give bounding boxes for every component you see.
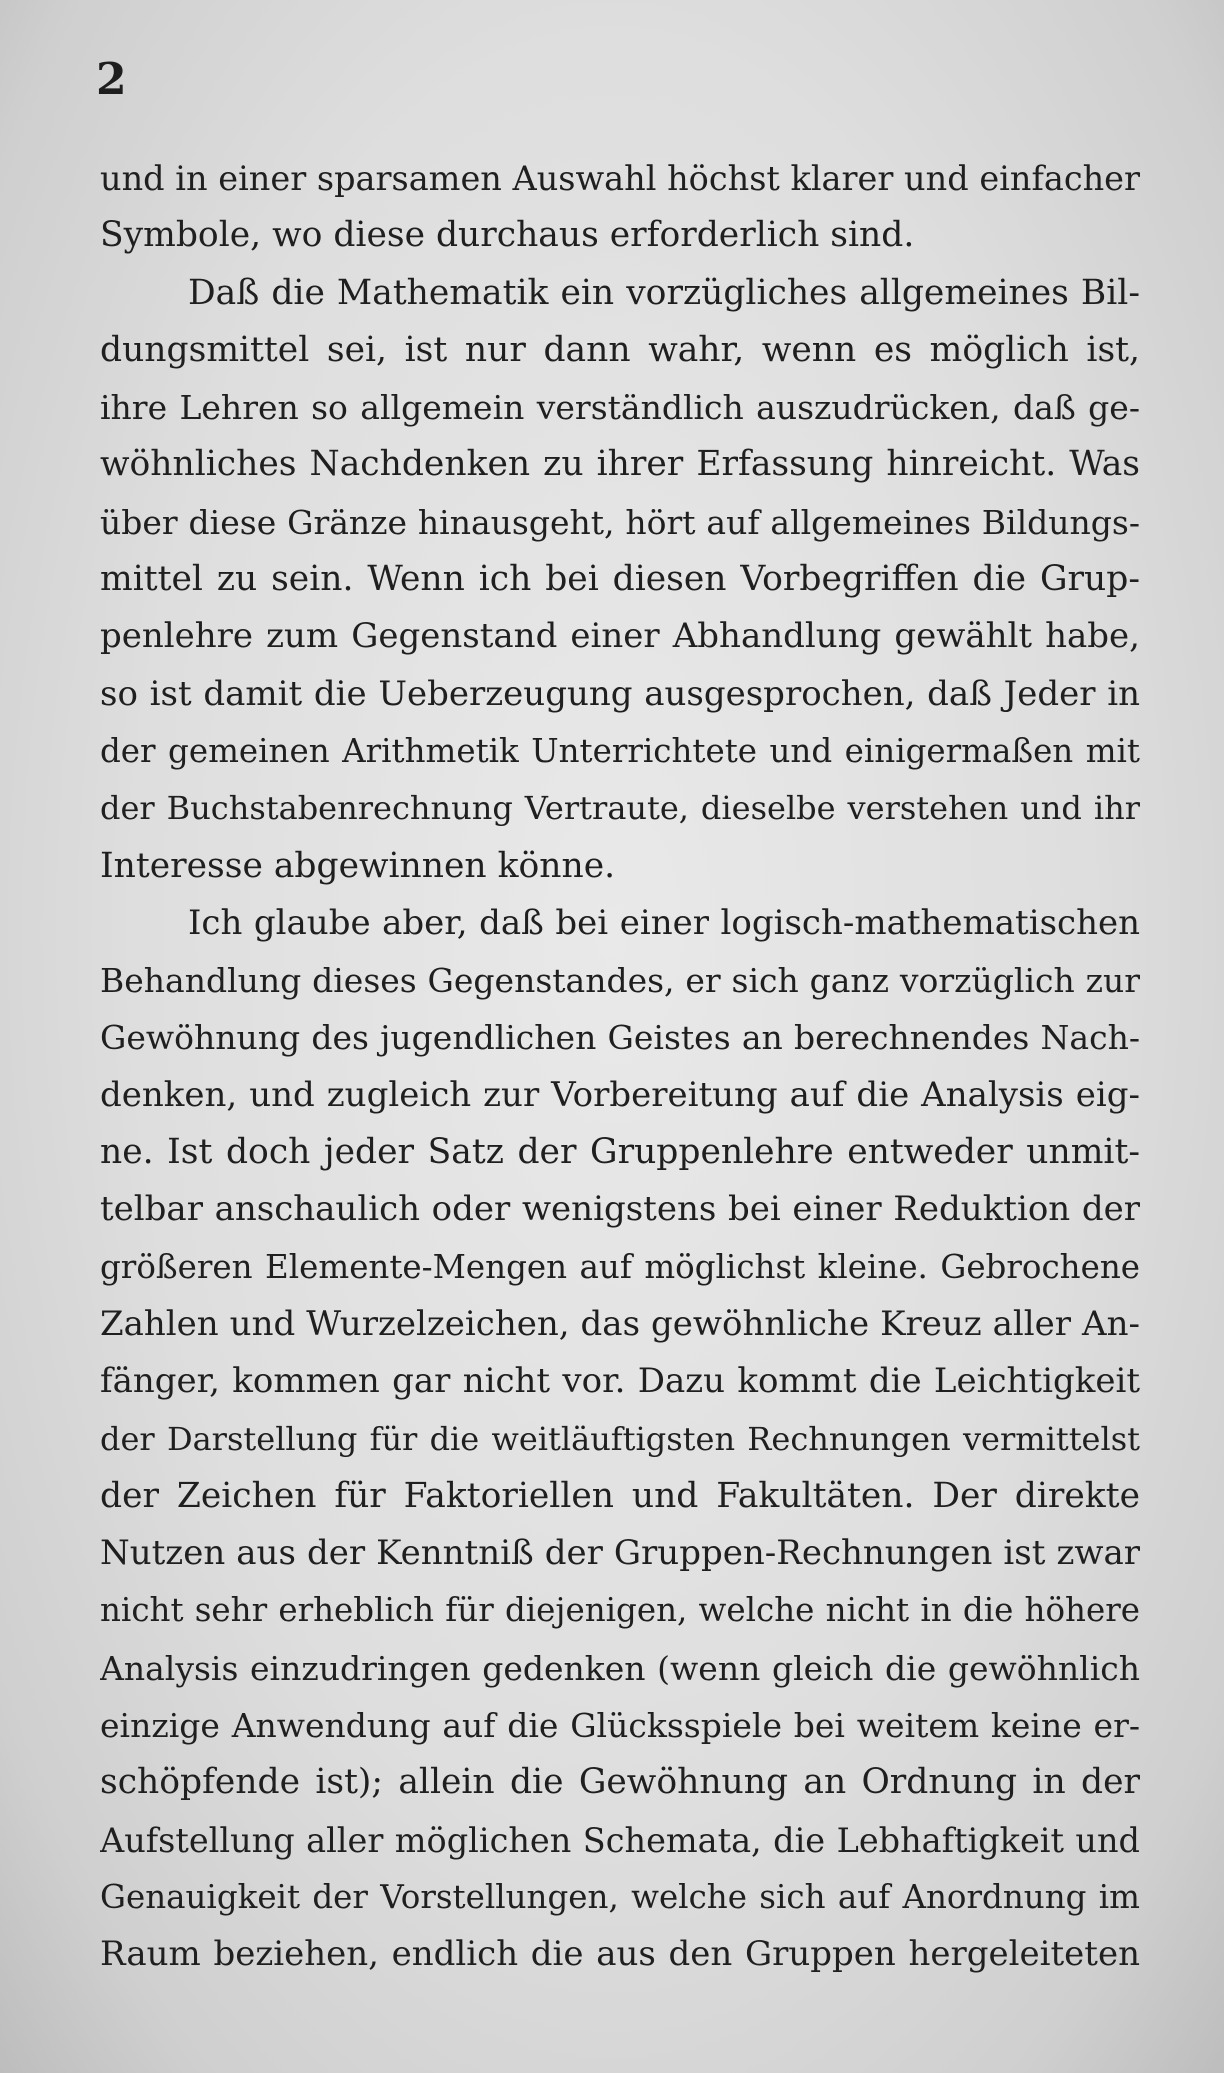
text-line: dungsmittel sei, ist nur dann wahr, wenn es möglich ist, — [100, 329, 1140, 370]
text-line: Daß die Mathematik ein vorzügliches allgemeines Bil- — [188, 272, 1140, 313]
page-number: 2 — [96, 54, 127, 105]
text-line: Raum beziehen, endlich die aus den Gruppen hergeleiteten — [100, 1934, 1140, 1975]
text-line: Analysis einzudringen gedenken (wenn gleich die gewöhnlich — [100, 1648, 1140, 1688]
text-line: Aufstellung aller möglichen Schemata, die Lebhaftigkeit und — [100, 1820, 1140, 1860]
text-line: der Darstellung für die weitläuftigsten Rechnungen vermittelst — [100, 1419, 1140, 1458]
text-line: telbar anschaulich oder wenigstens bei einer Reduktion der — [100, 1189, 1140, 1230]
text-line: Gewöhnung des jugendlichen Geistes an berechnendes Nach- — [100, 1018, 1140, 1058]
text-line: Nutzen aus der Kenntniß der Gruppen-Rechnungen ist zwar — [100, 1533, 1140, 1574]
text-line: der Zeichen für Faktoriellen und Fakultäten. Der direkte — [100, 1475, 1140, 1516]
text-line: fänger, kommen gar nicht vor. Dazu kommt die Leichtigkeit — [100, 1361, 1140, 1402]
text-line: Behandlung dieses Gegenstandes, er sich ganz vorzüglich zur — [100, 961, 1140, 1001]
text-line: Ich glaube aber, daß bei einer logisch-mathematischen — [188, 902, 1140, 943]
text-line: und in einer sparsamen Auswahl höchst klarer und einfacher — [100, 159, 1140, 198]
text-line: schöpfende ist); allein die Gewöhnung an Ordnung in der — [100, 1762, 1140, 1803]
text-line: Interesse abgewinnen könne. — [100, 845, 616, 886]
text-line: größeren Elemente-Mengen auf möglichst kleine. Gebrochene — [100, 1247, 1140, 1286]
text-line: penlehre zum Gegenstand einer Abhandlung gewählt habe, — [100, 616, 1140, 657]
text-line: denken, und zugleich zur Vorbereitung auf die Analysis eig- — [100, 1074, 1140, 1115]
text-line: der gemeinen Arithmetik Unterrichtete und einigermaßen mit — [100, 731, 1140, 770]
body-text — [100, 150, 1140, 1984]
text-line: mittel zu sein. Wenn ich bei diesen Vorbegriffen die Grup- — [100, 559, 1140, 600]
text-line: ihre Lehren so allgemein verständlich auszudrücken, daß ge- — [100, 388, 1140, 428]
text-line: ne. Ist doch jeder Satz der Gruppenlehre entweder unmit- — [100, 1132, 1140, 1173]
text-line: der Buchstabenrechnung Vertraute, dieselbe verstehen und ihr — [100, 789, 1140, 828]
text-line: Zahlen und Wurzelzeichen, das gewöhnliche Kreuz aller An- — [100, 1303, 1140, 1344]
text-line: so ist damit die Ueberzeugung ausgesprochen, daß Jeder in — [100, 673, 1140, 714]
text-line: einzige Anwendung auf die Glücksspiele bei weitem keine er- — [100, 1706, 1140, 1746]
text-line: über diese Gränze hinausgeht, hört auf allgemeines Bildungs- — [100, 502, 1140, 542]
text-line: wöhnliches Nachdenken zu ihrer Erfassung hinreicht. Was — [100, 444, 1140, 485]
text-line: Genauigkeit der Vorstellungen, welche sich auf Anordnung im — [100, 1877, 1140, 1916]
text-line: Symbole, wo diese durchaus erforderlich sind. — [100, 215, 915, 256]
text-line: nicht sehr erheblich für diejenigen, welche nicht in die höhere — [100, 1591, 1140, 1630]
